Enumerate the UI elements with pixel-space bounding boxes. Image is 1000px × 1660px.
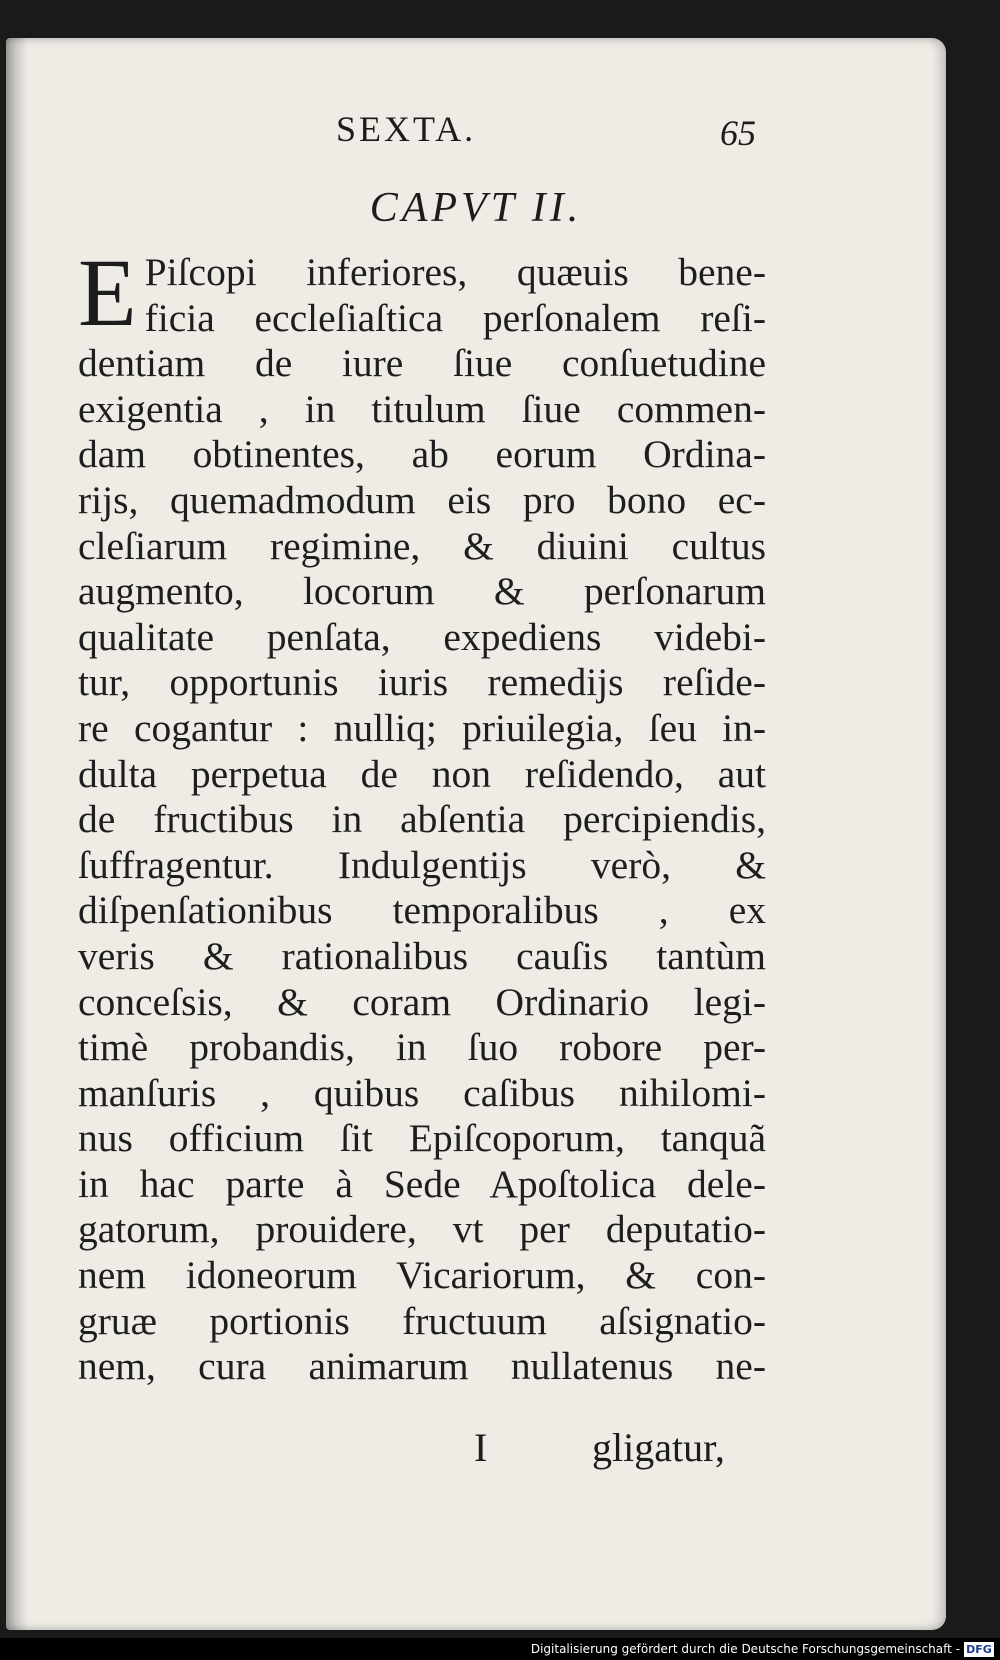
text-line: gruæ portionis fructuum aſsignatio- xyxy=(78,1298,766,1343)
text-line: gatorum, prouidere, vt per deputatio- xyxy=(78,1207,766,1252)
text-line-first: Piſcopi inferiores, quæuis bene- xyxy=(144,250,766,294)
body-text xyxy=(78,239,766,1390)
gutter-shadow xyxy=(6,38,28,1630)
text-line: exigentia , in titulum ſiue commen- xyxy=(78,386,766,431)
book-page xyxy=(6,38,946,1630)
dfg-logo-icon: DFG xyxy=(964,1642,994,1657)
text-line: tur, opportunis iuris remedijs reſide- xyxy=(78,660,766,705)
page-header xyxy=(6,108,946,168)
signature-mark: I xyxy=(474,1425,488,1470)
page-footer-line xyxy=(6,1424,946,1474)
text-line: augmento, locorum & perſonarum xyxy=(78,569,766,614)
running-head: SEXTA. xyxy=(336,109,477,149)
page-number: 65 xyxy=(720,113,756,153)
text-line: qualitate penſata, expediens videbi- xyxy=(78,614,766,659)
text-line: re cogantur : nulliq; priuilegia, ſeu in- xyxy=(78,705,766,750)
text-line: rijs, quemadmodum eis pro bono ec- xyxy=(78,477,766,522)
text-line: diſpenſationibus temporalibus , ex xyxy=(78,888,766,933)
funding-notice: Digitalisierung gefördert durch die Deutsche Forschungsgemeinschaft - xyxy=(530,1642,960,1656)
text-line: veris & rationalibus cauſis tantùm xyxy=(78,933,766,978)
text-line: nem idoneorum Vicariorum, & con- xyxy=(78,1253,766,1298)
text-line: timè probandis, in ſuo robore per- xyxy=(78,1025,766,1070)
chapter-title: CAPVT II. xyxy=(369,185,583,231)
text-line: manſuris , quibus caſibus nihilomi- xyxy=(78,1070,766,1115)
text-line: de fructibus in abſentia percipiendis, xyxy=(78,797,766,842)
text-line: cleſiarum regimine, & diuini cultus xyxy=(78,523,766,568)
text-line: nus officium ſit Epiſcoporum, tanquã xyxy=(78,1116,766,1161)
text-line: dentiam de iure ſiue conſuetudine xyxy=(78,341,766,386)
text-line: dam obtinentes, ab eorum Ordina- xyxy=(78,432,766,477)
text-line: dulta perpetua de non reſidendo, aut xyxy=(78,751,766,796)
text-line: in hac parte à Sede Apoſtolica dele- xyxy=(78,1161,766,1206)
text-line: conceſsis, & coram Ordinario legi- xyxy=(78,979,766,1024)
text-line: nem, cura animarum nullatenus ne- xyxy=(78,1344,766,1389)
text-line: ſuffragentur. Indulgentijs verò, & xyxy=(78,842,766,887)
drop-cap-initial: E xyxy=(78,239,137,346)
catchword: gligatur, xyxy=(592,1425,725,1470)
digitization-footer xyxy=(0,1638,1000,1660)
text-line: ficia eccleſiaſtica perſonalem reſi- xyxy=(144,295,766,340)
